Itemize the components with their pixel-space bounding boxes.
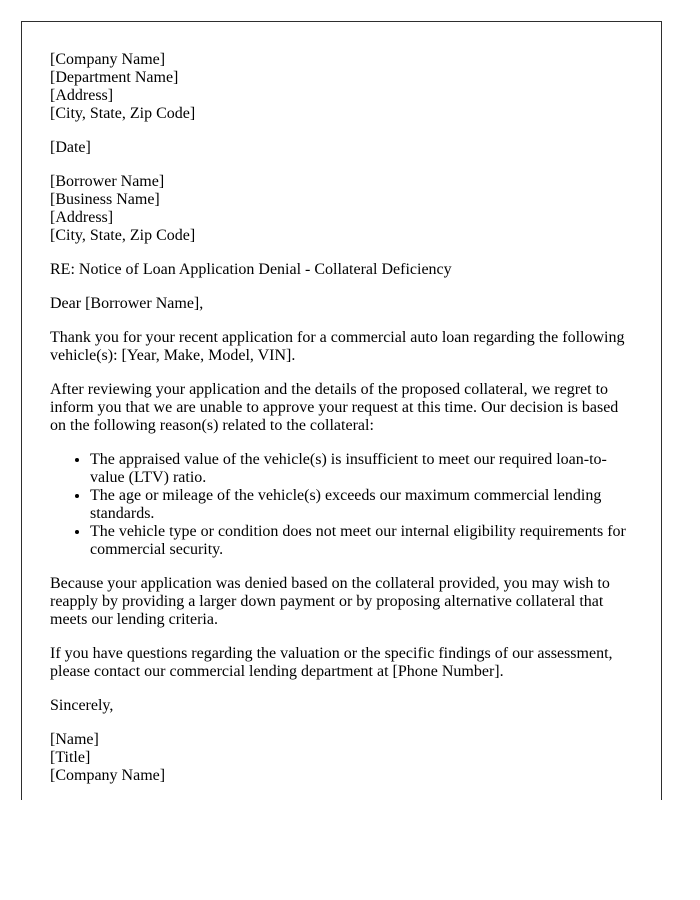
sender-company-name: [Company Name] xyxy=(50,51,166,68)
denial-reasons-list xyxy=(50,451,633,559)
denial-reason-age-mileage: • The age or mileage of the vehicle(s) exceeds our maximum commercial lending standards. xyxy=(90,487,633,523)
subject-line: RE: Notice of Loan Application Denial - Collateral Deficiency xyxy=(50,261,452,278)
paragraph-questions: If you have questions regarding the valuation or the specific findings of our assessment, please contact our commercial lending department at [Phone Number]. xyxy=(50,645,613,680)
paragraph-reapply: Because your application was denied based on the collateral provided, you may wish to reapply by providing a larger down payment or by proposing alternative collateral that meets our lending criteria. xyxy=(50,575,610,628)
paragraph-intro: Thank you for your recent application for a commercial auto loan regarding the following vehicle(s): [Year, Make, Model, VIN]. xyxy=(50,329,625,364)
salutation: Dear [Borrower Name], xyxy=(50,295,204,312)
letter-date: [Date] xyxy=(50,139,91,156)
recipient-borrower-name: [Borrower Name] xyxy=(50,173,165,190)
letter-body xyxy=(22,22,661,785)
recipient-business-name: [Business Name] xyxy=(50,191,160,208)
signature-company: [Company Name] xyxy=(50,767,166,784)
sender-city-state-zip: [City, State, Zip Code] xyxy=(50,105,196,122)
closing: Sincerely, xyxy=(50,697,114,714)
denial-reason-ltv: • The appraised value of the vehicle(s) is insufficient to meet our required loan-to-value (LTV) ratio. xyxy=(90,451,633,487)
recipient-address: [Address] xyxy=(50,209,114,226)
recipient-city-state-zip: [City, State, Zip Code] xyxy=(50,227,196,244)
signature-name: [Name] xyxy=(50,731,99,748)
paragraph-decision: After reviewing your application and the details of the proposed collateral, we regret to inform you that we are unable to approve your request at this time. Our decision is based on the following reason(s) related to the collateral: xyxy=(50,381,619,434)
signature-title: [Title] xyxy=(50,749,91,766)
sender-address-block xyxy=(50,51,633,123)
denial-reason-vehicle-type: • The vehicle type or condition does not meet our internal eligibility requirements for commercial security. xyxy=(90,523,633,559)
signature-block xyxy=(50,731,633,785)
sender-department-name: [Department Name] xyxy=(50,69,179,86)
recipient-address-block xyxy=(50,173,633,245)
sender-address: [Address] xyxy=(50,87,114,104)
letter-page xyxy=(21,21,662,800)
